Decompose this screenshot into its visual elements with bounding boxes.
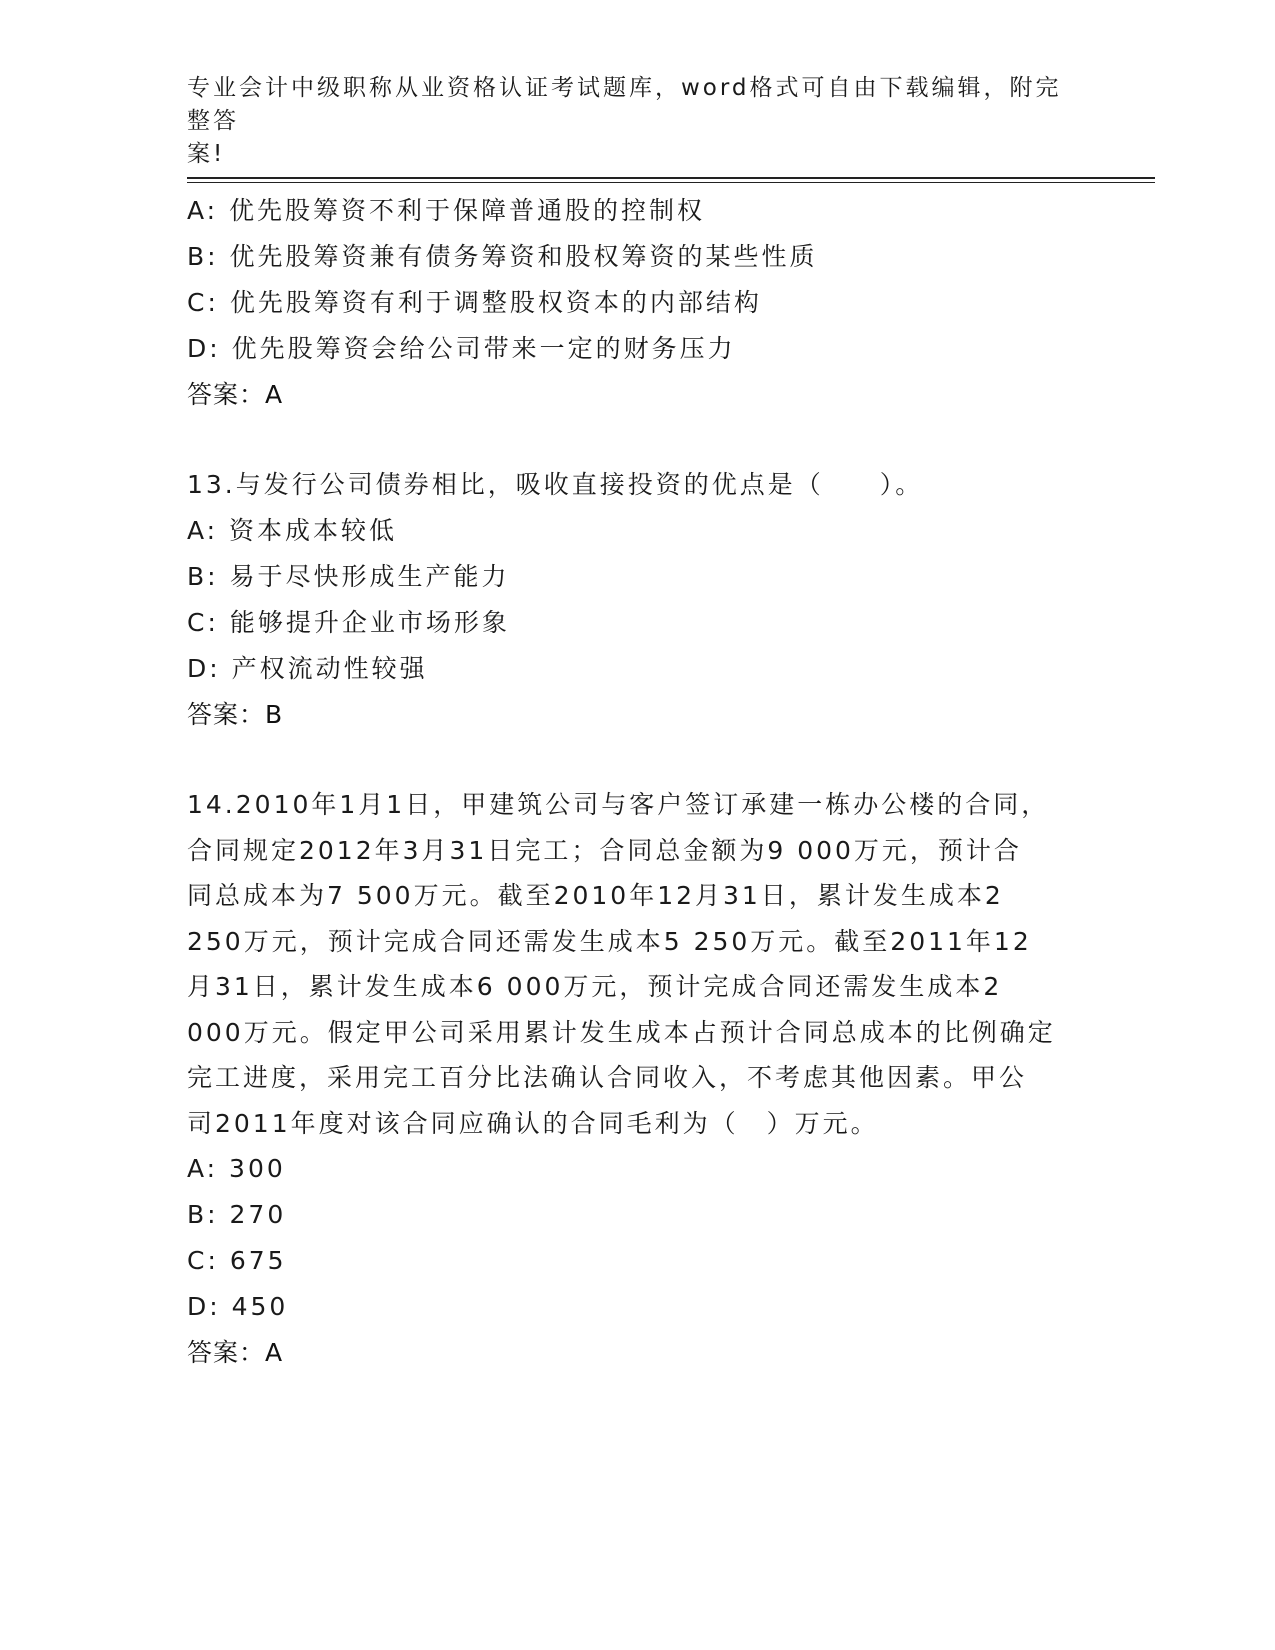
option-a: A: 优先股筹资不利于保障普通股的控制权	[187, 196, 706, 225]
question-text	[187, 782, 1087, 1146]
option-b: B: 易于尽快形成生产能力	[187, 562, 510, 591]
option-d: D: 优先股筹资会给公司带来一定的财务压力	[187, 334, 736, 363]
option-a: A: 300	[187, 1154, 286, 1183]
answer-line: 答案：B	[187, 700, 284, 729]
option-c: C: 675	[187, 1246, 287, 1275]
header-line-1: 专业会计中级职称从业资格认证考试题库，word格式可自由下载编辑，附完整答	[187, 75, 1062, 134]
question-14	[187, 782, 1087, 1376]
question-12	[187, 188, 1087, 418]
question-line: 完工进度，采用完工百分比法确认合同收入，不考虑其他因素。甲公	[187, 1063, 1028, 1092]
option-d: D: 产权流动性较强	[187, 654, 428, 683]
option-b: B: 270	[187, 1200, 287, 1229]
document-body	[187, 188, 1087, 1376]
option-c: C: 能够提升企业市场形象	[187, 608, 510, 637]
answer-line: 答案：A	[187, 1338, 284, 1367]
question-line: 250万元，预计完成合同还需发生成本5 250万元。截至2011年12	[187, 926, 1032, 956]
document-header	[187, 72, 1067, 171]
option-c: C: 优先股筹资有利于调整股权资本的内部结构	[187, 288, 762, 317]
question-line: 14.2010年1月1日，甲建筑公司与客户签订承建一栋办公楼的合同，	[187, 790, 1050, 819]
option-a: A: 资本成本较低	[187, 516, 398, 545]
question-line: 000万元。假定甲公司采用累计发生成本占预计合同总成本的比例确定	[187, 1017, 1056, 1047]
header-rule-thick	[187, 177, 1155, 179]
question-line: 司2011年度对该合同应确认的合同毛利为（ ）万元。	[187, 1108, 879, 1138]
header-rule-thin	[187, 182, 1155, 183]
question-text: 13.与发行公司债券相比，吸收直接投资的优点是（ ）。	[187, 470, 924, 499]
option-d: D: 450	[187, 1292, 289, 1321]
question-line: 月31日，累计发生成本6 000万元，预计完成合同还需发生成本2	[187, 972, 1003, 1001]
option-b: B: 优先股筹资兼有债务筹资和股权筹资的某些性质	[187, 242, 818, 271]
answer-line: 答案：A	[187, 380, 284, 409]
header-line-2: 案!	[187, 141, 226, 167]
question-13	[187, 462, 1087, 738]
question-line: 同总成本为7 500万元。截至2010年12月31日，累计发生成本2	[187, 881, 1004, 910]
question-line: 合同规定2012年3月31日完工；合同总金额为9 000万元，预计合	[187, 835, 1022, 865]
